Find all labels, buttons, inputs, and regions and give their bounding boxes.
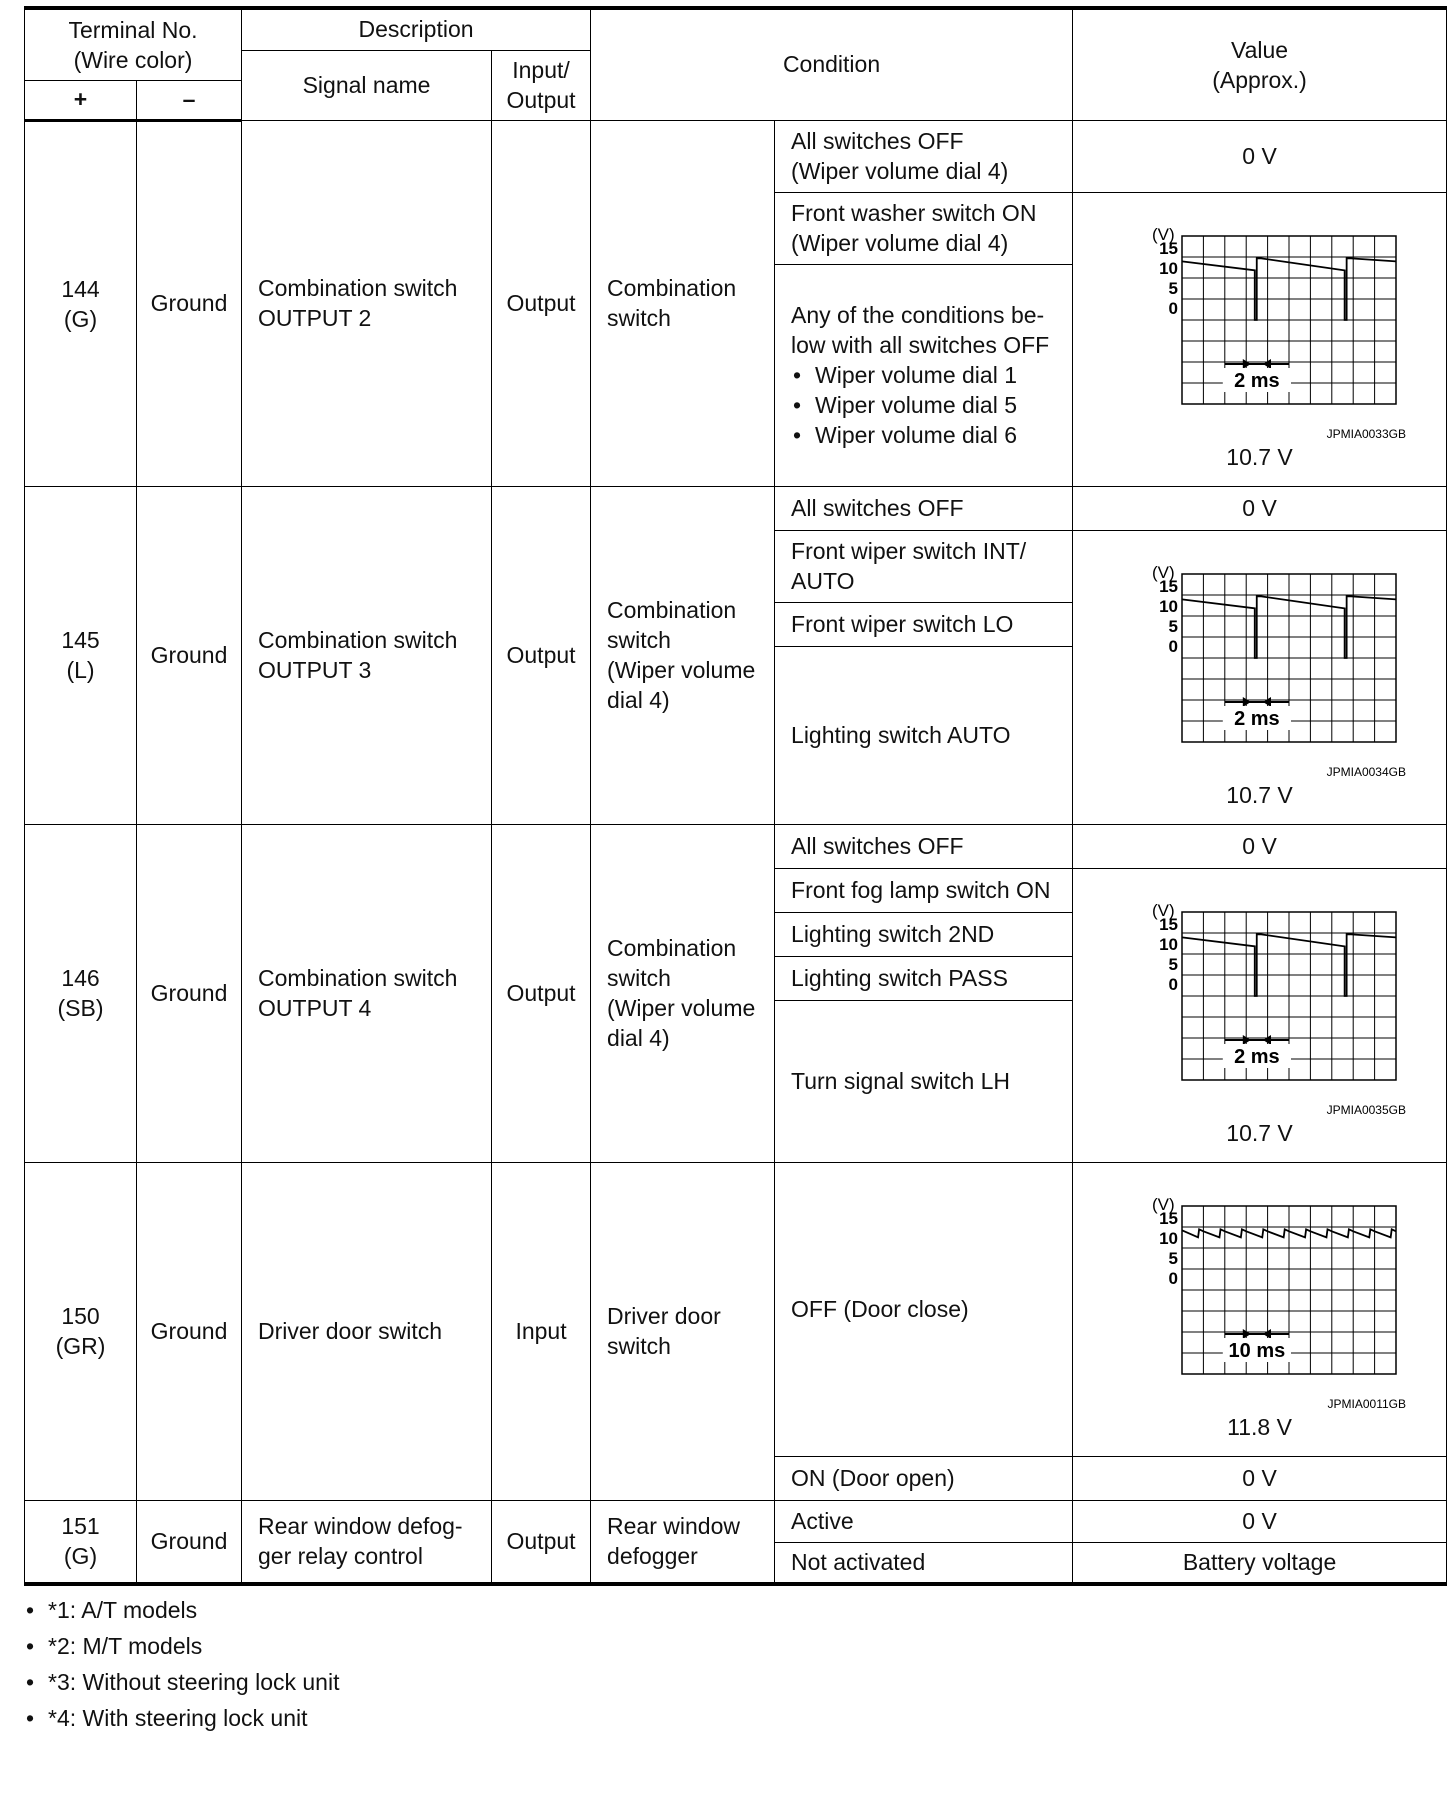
- table-row-150: [25, 1162, 1447, 1456]
- condition: Lighting switch 2ND: [775, 912, 1073, 956]
- signal-name: [242, 1500, 492, 1584]
- terminal-cell: [25, 120, 137, 486]
- waveform-cell: [1073, 1162, 1447, 1456]
- condition: Front fog lamp switch ON: [775, 868, 1073, 912]
- condition-bullet: • Wiper volume dial 5: [791, 390, 1062, 420]
- footnote: • *3: Without steering lock unit: [24, 1664, 339, 1700]
- condition-group-line: dial 4): [607, 687, 670, 713]
- table-row-151: [25, 1500, 1447, 1542]
- value: Battery voltage: [1073, 1542, 1447, 1584]
- waveform-tick-label: 15: [1158, 1208, 1178, 1228]
- waveform-cell: [1073, 192, 1447, 486]
- io-type: Output: [492, 486, 591, 824]
- io-type: Input: [492, 1162, 591, 1500]
- terminal-cell: [25, 1500, 137, 1584]
- header-terminal-no: [25, 8, 242, 80]
- footnote: • *2: M/T models: [24, 1628, 339, 1664]
- wire-color: (SB): [57, 995, 104, 1021]
- io-type: Output: [492, 1500, 591, 1584]
- condition-group: [591, 120, 775, 486]
- waveform-time-label: 2 ms: [1233, 1045, 1280, 1068]
- condition-bullet-list: [791, 360, 1062, 450]
- condition-line: All switches OFF: [791, 128, 964, 154]
- value: 0 V: [1073, 1500, 1447, 1542]
- waveform-voltage: 10.7 V: [1226, 443, 1293, 470]
- waveform-unit-label: (V): [1151, 1194, 1175, 1214]
- waveform-tick-label: 15: [1158, 914, 1178, 934]
- waveform-image-id: JPMIA0011GB: [1327, 1396, 1406, 1411]
- waveform-tick-label: 10: [1158, 934, 1178, 954]
- signal-name-line: OUTPUT 2: [258, 305, 372, 331]
- waveform-tick-label: 5: [1168, 278, 1178, 298]
- waveform-tick-label: 5: [1168, 954, 1178, 974]
- wire-color: (GR): [55, 1333, 106, 1359]
- terminal-number: 150: [61, 1303, 100, 1329]
- footnote: • *1: A/T models: [24, 1592, 339, 1628]
- condition-group-line: Rear window: [607, 1513, 740, 1540]
- waveform-tick-label: 0: [1168, 1268, 1178, 1288]
- waveform-voltage: 10.7 V: [1226, 1119, 1293, 1146]
- condition: [775, 192, 1073, 264]
- waveform-time-arrow: [1263, 697, 1271, 707]
- footnote: • *4: With steering lock unit: [24, 1700, 339, 1736]
- wire-color: (G): [63, 305, 98, 332]
- condition-group-line: Combination: [607, 935, 737, 961]
- oscilloscope-waveform: [1110, 884, 1410, 1120]
- condition-group-line: defogger: [607, 1543, 698, 1570]
- signal-name: [242, 120, 492, 486]
- minus-terminal: Ground: [137, 120, 242, 486]
- condition: Active: [775, 1500, 1073, 1542]
- signal-name: [242, 486, 492, 824]
- header-approx-label: (Approx.): [1212, 66, 1307, 93]
- header-value: [1073, 8, 1447, 120]
- waveform-voltage: 11.8 V: [1227, 1413, 1292, 1440]
- wire-color: (G): [63, 1543, 98, 1570]
- terminal-spec-table: [24, 6, 1447, 1586]
- header-plus: +: [25, 80, 137, 120]
- terminal-number: 145: [61, 627, 100, 653]
- waveform-time-arrow: [1242, 697, 1250, 707]
- minus-terminal: Ground: [137, 1162, 242, 1500]
- waveform-tick-label: 5: [1168, 616, 1178, 636]
- header-io: [492, 50, 591, 120]
- terminal-number: 144: [61, 275, 100, 302]
- condition: All switches OFF: [775, 486, 1073, 530]
- value: 0 V: [1073, 824, 1447, 868]
- condition-bullet: • Wiper volume dial 6: [791, 420, 1062, 450]
- table-row-145: [25, 486, 1447, 530]
- header-io-label-1: Input/: [512, 57, 570, 83]
- waveform-voltage: 10.7 V: [1226, 781, 1293, 808]
- value: 0 V: [1073, 120, 1447, 192]
- signal-name-line: Combination switch: [258, 627, 458, 653]
- condition-group-line: dial 4): [607, 1025, 670, 1051]
- waveform-time-arrow: [1242, 359, 1250, 369]
- terminal-cell: [25, 1162, 137, 1500]
- condition: Turn signal switch LH: [775, 1000, 1073, 1162]
- wire-color: (L): [66, 657, 95, 683]
- condition-group-line: switch: [607, 965, 671, 991]
- condition-group-line: Combination: [607, 597, 737, 623]
- condition: [775, 530, 1073, 602]
- waveform-tick-label: 5: [1168, 1248, 1178, 1268]
- oscilloscope-waveform: [1110, 1178, 1410, 1414]
- signal-name: Driver door switch: [242, 1162, 492, 1500]
- value: 0 V: [1073, 1456, 1447, 1500]
- minus-terminal: Ground: [137, 486, 242, 824]
- condition-group: [591, 824, 775, 1162]
- terminal-spec-table-wrapper: [24, 6, 1446, 1586]
- table-row-144: [25, 120, 1447, 192]
- waveform-tick-label: 10: [1158, 1228, 1178, 1248]
- waveform-image-id: JPMIA0035GB: [1326, 1102, 1406, 1117]
- condition-group-line: Driver door: [607, 1303, 721, 1329]
- waveform-image-id: JPMIA0033GB: [1326, 426, 1406, 441]
- waveform-time-arrow: [1242, 1329, 1250, 1339]
- condition-group-line: switch: [607, 305, 671, 331]
- condition: Lighting switch PASS: [775, 956, 1073, 1000]
- condition-line: AUTO: [791, 568, 855, 594]
- condition-line: Any of the conditions be-: [791, 302, 1045, 328]
- minus-terminal: Ground: [137, 1500, 242, 1584]
- condition-group-line: Combination: [607, 275, 737, 301]
- signal-name-line: Combination switch: [258, 275, 458, 301]
- terminal-cell: [25, 824, 137, 1162]
- condition: Lighting switch AUTO: [775, 646, 1073, 824]
- waveform-tick-label: 0: [1168, 974, 1178, 994]
- condition: ON (Door open): [775, 1456, 1073, 1500]
- header-value-label: Value: [1230, 36, 1289, 63]
- condition: [775, 264, 1073, 486]
- condition: [775, 120, 1073, 192]
- condition-group: [591, 486, 775, 824]
- waveform-tick-label: 15: [1158, 576, 1178, 596]
- signal-name-line: OUTPUT 4: [258, 995, 372, 1021]
- condition: All switches OFF: [775, 824, 1073, 868]
- waveform-cell: [1073, 530, 1447, 824]
- signal-name-line: Combination switch: [258, 965, 458, 991]
- condition-group-line: (Wiper volume: [607, 657, 756, 683]
- header-description: Description: [242, 8, 591, 50]
- header-signal-name: Signal name: [242, 50, 492, 120]
- condition-group: [591, 1500, 775, 1584]
- waveform-tick-label: 10: [1158, 596, 1178, 616]
- waveform-image-id: JPMIA0034GB: [1326, 764, 1406, 779]
- header-wire-color-label: (Wire color): [73, 46, 193, 73]
- io-type: Output: [492, 824, 591, 1162]
- waveform-time-label: 2 ms: [1233, 369, 1280, 392]
- signal-name-line: ger relay control: [258, 1543, 423, 1570]
- footnotes: [24, 1592, 339, 1736]
- signal-name: [242, 824, 492, 1162]
- waveform-tick-label: 0: [1168, 298, 1178, 318]
- condition: OFF (Door close): [775, 1162, 1073, 1456]
- waveform-unit-label: (V): [1151, 562, 1175, 582]
- header-terminal-label: Terminal No.: [68, 16, 198, 43]
- waveform-unit-label: (V): [1151, 900, 1175, 920]
- oscilloscope-waveform: [1110, 208, 1410, 444]
- value: 0 V: [1073, 486, 1447, 530]
- terminal-number: 146: [61, 965, 100, 991]
- condition-line: low with all switches OFF: [791, 332, 1050, 358]
- waveform-time-label: 2 ms: [1233, 707, 1280, 730]
- condition: Front wiper switch LO: [775, 602, 1073, 646]
- oscilloscope-waveform: [1110, 546, 1410, 782]
- waveform-cell: [1073, 868, 1447, 1162]
- minus-terminal: Ground: [137, 824, 242, 1162]
- condition-group-line: switch: [607, 627, 671, 653]
- io-type: Output: [492, 120, 591, 486]
- table-row-146: [25, 824, 1447, 868]
- waveform-tick-label: 0: [1168, 636, 1178, 656]
- header-condition: Condition: [591, 8, 1073, 120]
- condition-group-line: switch: [607, 1333, 671, 1359]
- header-minus: –: [137, 80, 242, 120]
- header-io-label-2: Output: [506, 87, 576, 113]
- waveform-time-arrow: [1263, 359, 1271, 369]
- condition-line: Front washer switch ON: [791, 200, 1037, 226]
- waveform-time-label: 10 ms: [1228, 1339, 1285, 1362]
- waveform-unit-label: (V): [1151, 224, 1175, 244]
- waveform-time-arrow: [1263, 1035, 1271, 1045]
- condition-line: (Wiper volume dial 4): [791, 230, 1009, 256]
- waveform-time-arrow: [1242, 1035, 1250, 1045]
- waveform-tick-label: 10: [1158, 258, 1178, 278]
- signal-name-line: OUTPUT 3: [258, 657, 372, 683]
- terminal-cell: [25, 486, 137, 824]
- condition-group: [591, 1162, 775, 1500]
- condition-line: Front wiper switch INT/: [791, 538, 1027, 564]
- condition-group-line: (Wiper volume: [607, 995, 756, 1021]
- condition: Not activated: [775, 1542, 1073, 1584]
- terminal-number: 151: [61, 1513, 100, 1540]
- signal-name-line: Rear window defog-: [258, 1513, 463, 1540]
- header-row-1: [25, 8, 1447, 50]
- condition-bullet: • Wiper volume dial 1: [791, 360, 1062, 390]
- condition-line: (Wiper volume dial 4): [791, 158, 1009, 184]
- waveform-tick-label: 15: [1158, 238, 1178, 258]
- waveform-time-arrow: [1263, 1329, 1271, 1339]
